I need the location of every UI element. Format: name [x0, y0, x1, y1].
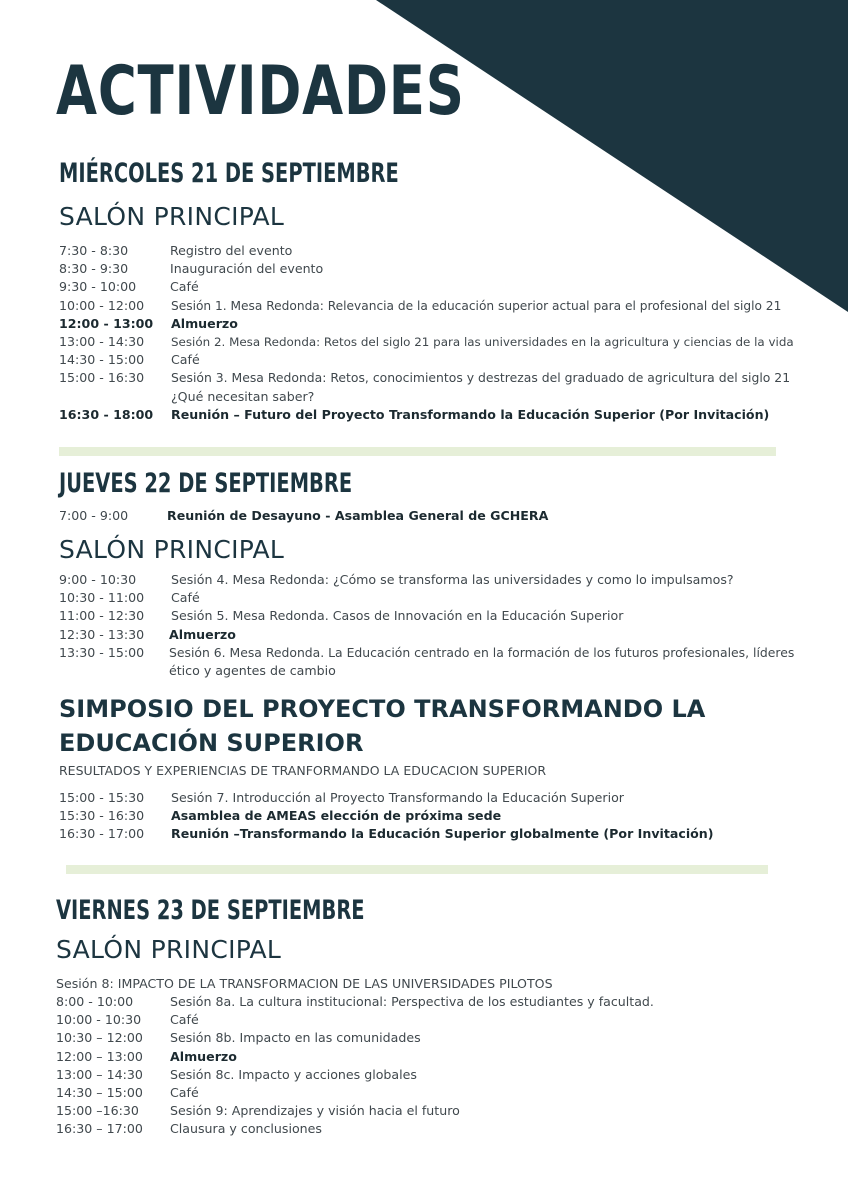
time: 16:30 - 18:00: [59, 406, 154, 422]
schedule-row: [59, 333, 799, 351]
time: 10:30 - 11:00: [59, 590, 145, 606]
schedule-row: [59, 589, 799, 607]
description: Asamblea de AMEAS elección de próxima sede: [171, 808, 502, 824]
description: Sesión 8a. La cultura institucional: Perspectiva de los estudiantes y facultad.: [170, 994, 654, 1009]
description: Café: [170, 1012, 199, 1028]
description: Café: [170, 279, 199, 295]
description: Sesión 3. Mesa Redonda: Retos, conocimientos y destrezas del graduado de agricultura del siglo 21: [171, 370, 791, 386]
time: 15:30 - 16:30: [59, 808, 145, 824]
schedule-row: [59, 351, 799, 369]
description: Sesión 5. Mesa Redonda. Casos de Innovación en la Educación Superior: [171, 608, 624, 624]
day1-heading: MIÉRCOLES 21 DE SEPTIEMBRE: [59, 158, 399, 189]
day3-room: SALÓN PRINCIPAL: [56, 935, 282, 964]
symposium-schedule: [59, 789, 799, 844]
time: 13:30 - 15:00: [59, 644, 145, 660]
schedule-row-continuation: [59, 388, 799, 406]
description: Café: [170, 1084, 199, 1100]
description: Reunión de Desayuno - Asamblea General de GCHERA: [167, 508, 549, 523]
day3-heading: VIERNES 23 DE SEPTIEMBRE: [56, 895, 365, 926]
description: Reunión –Transformando la Educación Superior globalmente (Por Invitación): [171, 826, 714, 842]
time: 9:30 - 10:00: [59, 279, 137, 295]
time: 10:00 - 10:30: [56, 1012, 142, 1028]
schedule-row: [59, 789, 799, 807]
schedule-row: [56, 993, 796, 1011]
description: Sesión 6. Mesa Redonda. La Educación centrado en la formación de los futuros profesionales, líderes: [169, 644, 795, 660]
schedule-row: [59, 315, 799, 333]
schedule-row: [59, 507, 799, 525]
schedule-row: [59, 297, 799, 315]
time: 15:00 –16:30: [56, 1103, 139, 1119]
description: Reunión – Futuro del Proyecto Transformando la Educación Superior (Por Invitación): [171, 406, 770, 422]
schedule-row: [56, 1120, 796, 1138]
schedule-row: [56, 1011, 796, 1029]
schedule-row: [59, 807, 799, 825]
description: Sesión 2. Mesa Redonda: Retos del siglo 21 para las universidades en la agricultura y ciencias de la vida: [171, 334, 794, 349]
symposium-title-line2: EDUCACIÓN SUPERIOR: [59, 729, 364, 757]
time: 14:30 – 15:00: [56, 1084, 143, 1100]
time: 16:30 – 17:00: [56, 1121, 143, 1137]
time: 12:00 - 13:00: [59, 315, 154, 331]
day1-schedule: [59, 242, 799, 424]
description: Clausura y conclusiones: [170, 1121, 322, 1137]
symposium-subtitle: RESULTADOS Y EXPERIENCIAS DE TRANFORMANDO LA EDUCACION SUPERIOR: [59, 763, 547, 778]
description: Sesión 1. Mesa Redonda: Relevancia de la educación superior actual para el profesional del siglo 21: [171, 298, 782, 313]
schedule-row: [59, 571, 799, 589]
schedule-row-continuation: [59, 662, 799, 680]
time: 13:00 – 14:30: [56, 1066, 143, 1082]
time: 7:00 - 9:00: [59, 508, 129, 523]
description-continued: ético y agentes de cambio: [169, 662, 336, 678]
time: 7:30 - 8:30: [59, 243, 129, 258]
schedule-row: [56, 1029, 796, 1047]
schedule-row: [59, 626, 799, 644]
time: 16:30 - 17:00: [59, 826, 145, 842]
schedule-row: [59, 607, 799, 625]
description: Sesión 7. Introducción al Proyecto Transformando la Educación Superior: [171, 790, 624, 805]
day2-schedule: [59, 571, 799, 680]
time: 11:00 - 12:30: [59, 608, 145, 624]
day1-room: SALÓN PRINCIPAL: [59, 202, 285, 231]
session-8-title: Sesión 8: IMPACTO DE LA TRANSFORMACION DE LAS UNIVERSIDADES PILOTOS: [56, 976, 553, 991]
schedule-row: [59, 825, 799, 843]
description: Sesión 9: Aprendizajes y visión hacia el futuro: [170, 1103, 460, 1119]
time: 8:00 - 10:00: [56, 994, 134, 1009]
page-title: ACTIVIDADES: [56, 52, 465, 131]
time: 13:00 - 14:30: [59, 333, 145, 349]
description: Sesión 8c. Impacto y acciones globales: [170, 1066, 417, 1082]
description-continued: ¿Qué necesitan saber?: [171, 388, 315, 404]
description: Café: [171, 352, 200, 368]
schedule-row: [56, 1102, 796, 1120]
time: 10:30 – 12:00: [56, 1030, 143, 1046]
description: Almuerzo: [171, 315, 238, 331]
schedule-row: [59, 260, 799, 278]
schedule-row: [56, 1066, 796, 1084]
schedule-row: [59, 406, 799, 424]
description: Inauguración del evento: [170, 261, 324, 277]
time: 14:30 - 15:00: [59, 352, 145, 368]
section-divider: [59, 447, 776, 456]
day2-room: SALÓN PRINCIPAL: [59, 535, 285, 564]
day2-heading: JUEVES 22 DE SEPTIEMBRE: [59, 468, 353, 499]
description: Almuerzo: [169, 626, 236, 642]
schedule-row: [59, 242, 799, 260]
schedule-row: [59, 644, 799, 662]
schedule-row: [59, 278, 799, 296]
time: 10:00 - 12:00: [59, 297, 145, 313]
time: 9:00 - 10:30: [59, 572, 137, 587]
schedule-row: [56, 1048, 796, 1066]
day2-breakfast: [59, 507, 799, 525]
symposium-title-line1: SIMPOSIO DEL PROYECTO TRANSFORMANDO LA: [59, 695, 706, 723]
time: 12:30 - 13:30: [59, 626, 145, 642]
description: Registro del evento: [170, 243, 293, 258]
schedule-row: [56, 1084, 796, 1102]
description: Sesión 8b. Impacto en las comunidades: [170, 1030, 421, 1046]
day3-schedule: [56, 993, 796, 1139]
time: 15:00 - 15:30: [59, 790, 145, 805]
description: Sesión 4. Mesa Redonda: ¿Cómo se transforma las universidades y como lo impulsamos?: [171, 572, 734, 587]
description: Almuerzo: [170, 1048, 237, 1064]
description: Café: [171, 590, 200, 606]
time: 15:00 - 16:30: [59, 370, 145, 386]
time: 12:00 – 13:00: [56, 1048, 143, 1064]
section-divider: [66, 865, 768, 874]
schedule-row: [59, 369, 799, 387]
time: 8:30 - 9:30: [59, 261, 129, 277]
